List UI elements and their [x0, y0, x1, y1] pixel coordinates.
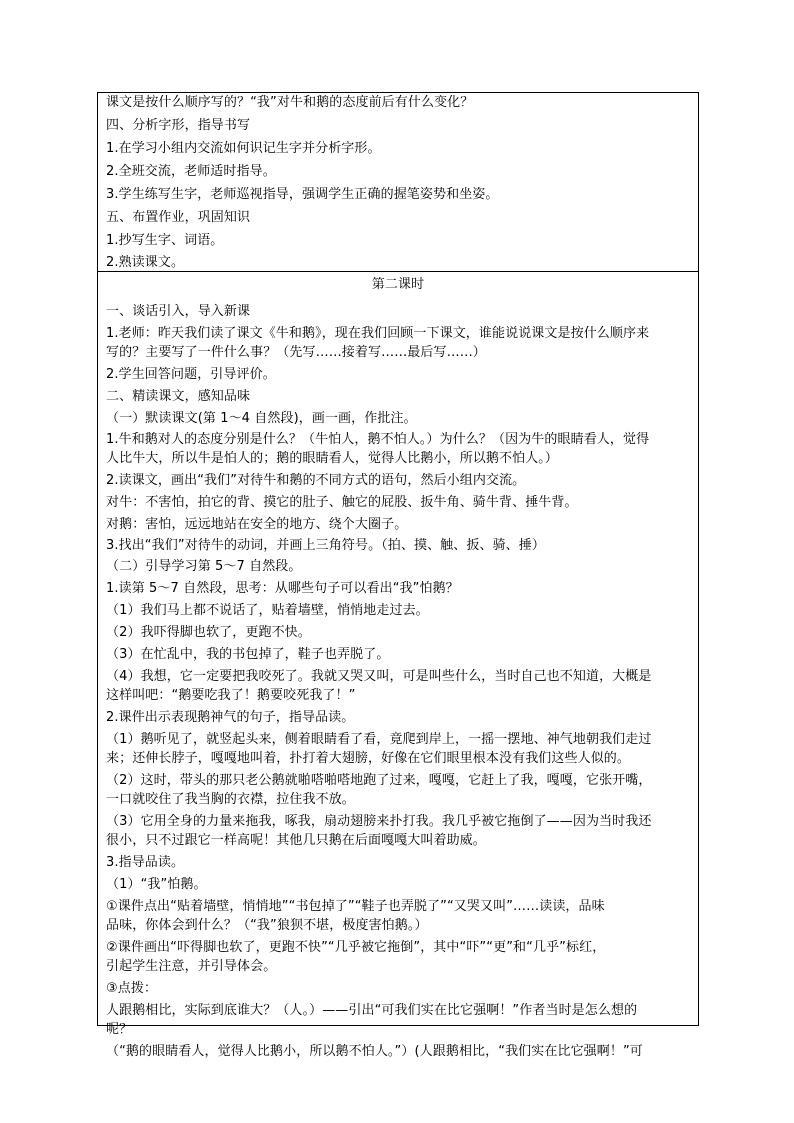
text-line: 对鹅：害怕，远远地站在安全的地方、绕个大圈子。 [106, 517, 408, 532]
section-heading: 五、布置作业，巩固知识 [106, 210, 251, 225]
lesson-plan-cell-top [97, 92, 699, 272]
text-line: 人比牛大，所以牛是怕人的；鹅的眼睛看人，觉得人比鹅小，所以鹅不怕人。） [106, 451, 559, 466]
text-line: （2）我吓得脚也软了，更跑不快。 [106, 625, 311, 640]
text-line: 引起学生注意，并引导体会。 [106, 959, 277, 974]
text-line: 3.学生练写生字，老师巡视指导，强调学生正确的握笔姿势和坐姿。 [106, 187, 499, 202]
text-line: （1）“我”怕鹅。 [106, 877, 207, 892]
text-line: ①课件点出“贴着墙壁，悄悄地”“书包掉了”“鞋子也弄脱了”“又哭又叫”……读读，品味 [106, 899, 605, 914]
text-line: 这样叫吧：“鹅要吃我了！鹅要咬死我了！” [106, 688, 356, 703]
text-line: （4）我想，它一定要把我咬死了。我就又哭又叫，可是叫些什么，当时自己也不知道，大概是 [106, 669, 652, 684]
text-line: （1）我们马上都不说话了，贴着墙壁，悄悄地走过去。 [106, 603, 429, 618]
text-line: 呢？ [106, 1022, 133, 1037]
text-line: 对牛：不害怕，拍它的背、摸它的肚子、触它的屁股、扳牛角、骑牛背、捶牛背。 [106, 495, 578, 510]
text-line: 3.指导品读。 [106, 855, 185, 870]
text-line: 来；还伸长脖子，嘎嘎地叫着，扑打着大翅膀，好像在它们眼里根本没有我们这些人似的。 [106, 751, 631, 766]
section-heading: 二、精读课文，感知品味 [106, 389, 251, 404]
text-line: （二）引导学习第 5～7 自然段。 [106, 559, 302, 574]
text-line: 1.抄写生字、词语。 [106, 233, 224, 248]
text-line: ②课件画出“吓得脚也软了，更跑不快”“几乎被它拖倒”，其中“吓”“更”和“几乎”标红， [106, 940, 606, 955]
text-line: 1.老师：昨天我们读了课文《牛和鹅》，现在我们回顾一下课文，谁能说说课文是按什么顺序来 [106, 326, 650, 341]
text-line: 2.全班交流，老师适时指导。 [106, 164, 276, 179]
text-line: （3）在忙乱中，我的书包掉了，鞋子也弄脱了。 [106, 647, 390, 662]
lesson-title: 第二课时 [371, 277, 425, 292]
text-line: 2.学生回答问题，引导评价。 [106, 367, 276, 382]
text-line: （2）这时，带头的那只老公鹅就啪嗒啪嗒地跑了过来，嘎嘎，它赶上了我，嘎嘎，它张开嘴， [106, 773, 652, 788]
text-line: 品味，你体会到什么？（“我”狼狈不堪，极度害怕鹅。） [106, 918, 428, 933]
text-line: （1）鹅听见了，就竖起头来，侧着眼睛看了看，竟爬到岸上，一摇一摆地、神气地朝我们走过 [106, 732, 652, 747]
section-heading: 一、谈话引入，导入新课 [106, 304, 251, 319]
text-line: 3.找出“我们”对待牛的动词，并画上三角符号。（拍、摸、触、扳、骑、捶） [106, 538, 545, 553]
text-line: 很小，只不过跟它一样高呢！其他几只鹅在后面嘎嘎大叫着助威。 [106, 833, 486, 848]
text-line: （“鹅的眼睛看人，觉得人比鹅小，所以鹅不怕人。”）(人跟鹅相比，“我们实在比它强啊！”可 [106, 1044, 643, 1059]
section-heading: 四、分析字形，指导书写 [106, 118, 251, 133]
text-line: 2.读课文，画出“我们”对待牛和鹅的不同方式的语句，然后小组内交流。 [106, 473, 526, 488]
text-line: 2.课件出示表现鹅神气的句子，指导品读。 [106, 710, 355, 725]
text-line: 一口就咬住了我当胸的衣襟，拉住我不放。 [106, 792, 355, 807]
text-line: （一）默读课文(第 1～4 自然段)，画一画，作批注。 [106, 411, 417, 426]
text-line: 人跟鹅相比，实际到底谁大？（人。）——引出“可我们实在比它强啊！”作者当时是怎么想的 [106, 1003, 638, 1018]
text-line: 1.读第 5～7 自然段，思考：从哪些句子可以看出“我”怕鹅？ [106, 581, 459, 596]
text-line: 1.在学习小组内交流如何识记生字并分析字形。 [106, 141, 381, 156]
text-line: ③点拨： [106, 981, 158, 996]
text-line: （3）它用全身的力量来拖我，啄我，扇动翅膀来扑打我。我几乎被它拖倒了——因为当时我还 [106, 814, 652, 829]
text-line: 写的？主要写了一件什么事？（先写……接着写……最后写……） [106, 345, 486, 360]
text-line: 2.熟读课文。 [106, 255, 185, 270]
text-line: 1.牛和鹅对人的态度分别是什么？（牛怕人，鹅不怕人。）为什么？（因为牛的眼睛看人，觉得 [106, 432, 650, 447]
text-line: 课文是按什么顺序写的？“我”对牛和鹅的态度前后有什么变化？ [106, 95, 474, 110]
lesson-plan-cell-main [97, 271, 699, 1059]
